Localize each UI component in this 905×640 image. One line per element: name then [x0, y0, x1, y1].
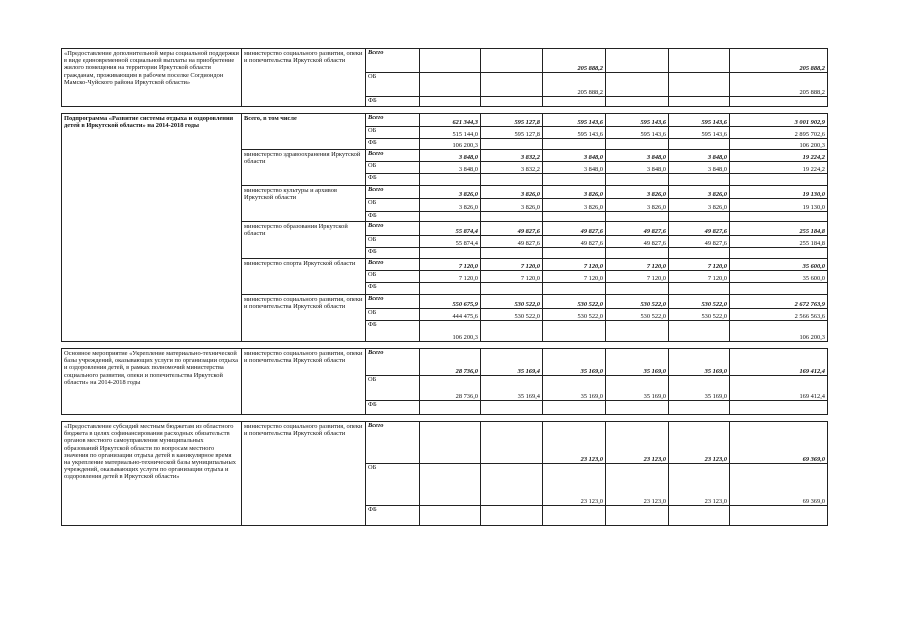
- total-value-cell: 205 888,2: [730, 49, 828, 73]
- total-value-cell: 205 888,2: [730, 73, 828, 97]
- total-value-cell: 3 001 902,9: [730, 114, 828, 127]
- executor-name: министерство социального развития, опеки и попечительства Иркутской области: [242, 349, 366, 415]
- executor-name: министерство социального развития, опеки и попечительства Иркутской области: [242, 49, 366, 107]
- year-value-cell: 49 827,6: [606, 222, 669, 236]
- year-value-cell: 23 123,0: [669, 464, 730, 506]
- year-value-cell: [420, 174, 481, 186]
- year-value-cell: [481, 321, 543, 342]
- year-value-cell: 3 826,0: [481, 199, 543, 212]
- year-value-cell: 3 826,0: [606, 186, 669, 199]
- total-value-cell: 35 600,0: [730, 259, 828, 271]
- year-value-cell: 7 120,0: [606, 259, 669, 271]
- year-value-cell: 595 143,6: [669, 114, 730, 127]
- year-value-cell: 7 120,0: [481, 271, 543, 283]
- year-value-cell: 55 874,4: [420, 236, 481, 248]
- spacer-cell: [62, 107, 828, 114]
- year-value-cell: 595 143,6: [606, 114, 669, 127]
- year-value-cell: 7 120,0: [481, 259, 543, 271]
- year-value-cell: [481, 422, 543, 464]
- year-value-cell: 3 826,0: [669, 186, 730, 199]
- year-value-cell: 106 200,3: [420, 139, 481, 150]
- budget-table: [61, 48, 828, 526]
- year-value-cell: [606, 321, 669, 342]
- year-value-cell: [669, 139, 730, 150]
- year-value-cell: [481, 97, 543, 107]
- total-value-cell: 255 184,8: [730, 236, 828, 248]
- spacer-row: [62, 415, 828, 422]
- executor-name: министерство образования Иркутской области: [242, 222, 366, 259]
- funding-source-label: ФБ: [366, 506, 420, 526]
- year-value-cell: 595 143,6: [669, 127, 730, 139]
- year-value-cell: [420, 212, 481, 222]
- total-value-cell: [730, 212, 828, 222]
- funding-source-label: ФБ: [366, 212, 420, 222]
- executor-name: министерство здравоохранения Иркутской области: [242, 150, 366, 186]
- year-value-cell: 23 123,0: [543, 464, 606, 506]
- year-value-cell: 49 827,6: [481, 222, 543, 236]
- year-value-cell: [606, 49, 669, 73]
- total-value-cell: [730, 283, 828, 295]
- year-value-cell: [669, 401, 730, 415]
- year-value-cell: [669, 212, 730, 222]
- total-value-cell: [730, 97, 828, 107]
- total-value-cell: [730, 248, 828, 259]
- total-value-cell: 169 412,4: [730, 349, 828, 376]
- total-value-cell: 69 369,0: [730, 464, 828, 506]
- year-value-cell: [420, 49, 481, 73]
- table-row: [62, 422, 828, 464]
- total-value-cell: 69 369,0: [730, 422, 828, 464]
- year-value-cell: 3 826,0: [606, 199, 669, 212]
- year-value-cell: 530 522,0: [481, 295, 543, 309]
- year-value-cell: 3 848,0: [543, 150, 606, 162]
- year-value-cell: 530 522,0: [669, 309, 730, 321]
- spacer-cell: [62, 342, 828, 349]
- funding-source-label: Всего: [366, 114, 420, 127]
- funding-source-label: Всего: [366, 49, 420, 73]
- year-value-cell: 595 143,6: [543, 127, 606, 139]
- year-value-cell: [606, 97, 669, 107]
- year-value-cell: [420, 73, 481, 97]
- executor-name: Всего, в том числе: [242, 114, 366, 150]
- year-value-cell: [481, 73, 543, 97]
- year-value-cell: 3 848,0: [420, 150, 481, 162]
- funding-source-label: Всего: [366, 259, 420, 271]
- total-value-cell: [730, 401, 828, 415]
- measure-name: «Предоставление субсидий местным бюджетам из областного бюджета в целях софинансирования расходных обязательств органов местного самоуправления муниципальных образований Иркутской области по вопросам местного значения по организации отдыха детей в каникулярное время на укрепление материально-технической базы муниципальных учреждений, оказывающих услуги по организации отдыха и оздоровления детей в Иркутской области»: [62, 422, 242, 526]
- year-value-cell: 106 200,3: [420, 321, 481, 342]
- funding-source-label: ФБ: [366, 139, 420, 150]
- table-row: [62, 114, 828, 127]
- funding-source-label: ОБ: [366, 271, 420, 283]
- year-value-cell: 205 888,2: [543, 49, 606, 73]
- year-value-cell: 595 127,8: [481, 127, 543, 139]
- total-value-cell: [730, 174, 828, 186]
- total-value-cell: 106 200,3: [730, 139, 828, 150]
- year-value-cell: 49 827,6: [543, 222, 606, 236]
- year-value-cell: [669, 283, 730, 295]
- year-value-cell: 3 826,0: [669, 199, 730, 212]
- year-value-cell: [543, 283, 606, 295]
- year-value-cell: 23 123,0: [606, 464, 669, 506]
- total-value-cell: 2 672 763,9: [730, 295, 828, 309]
- funding-source-label: ФБ: [366, 174, 420, 186]
- table-row: [62, 49, 828, 73]
- total-value-cell: 2 895 702,6: [730, 127, 828, 139]
- year-value-cell: 515 144,0: [420, 127, 481, 139]
- year-value-cell: 530 522,0: [606, 295, 669, 309]
- year-value-cell: [543, 212, 606, 222]
- year-value-cell: [543, 401, 606, 415]
- year-value-cell: [481, 506, 543, 526]
- year-value-cell: 3 826,0: [543, 199, 606, 212]
- year-value-cell: 23 123,0: [669, 422, 730, 464]
- funding-source-label: ОБ: [366, 162, 420, 174]
- year-value-cell: [481, 212, 543, 222]
- funding-source-label: ОБ: [366, 199, 420, 212]
- funding-source-label: ОБ: [366, 73, 420, 97]
- funding-source-label: ФБ: [366, 97, 420, 107]
- total-value-cell: 19 224,2: [730, 150, 828, 162]
- funding-source-label: ФБ: [366, 401, 420, 415]
- year-value-cell: 7 120,0: [543, 271, 606, 283]
- year-value-cell: 7 120,0: [606, 271, 669, 283]
- year-value-cell: 35 169,0: [606, 376, 669, 401]
- total-value-cell: 19 224,2: [730, 162, 828, 174]
- year-value-cell: 530 522,0: [543, 309, 606, 321]
- year-value-cell: [481, 283, 543, 295]
- year-value-cell: [420, 401, 481, 415]
- year-value-cell: [420, 248, 481, 259]
- year-value-cell: 35 169,4: [481, 349, 543, 376]
- year-value-cell: 7 120,0: [669, 271, 730, 283]
- funding-source-label: Всего: [366, 295, 420, 309]
- year-value-cell: [481, 401, 543, 415]
- year-value-cell: [606, 248, 669, 259]
- year-value-cell: [606, 401, 669, 415]
- year-value-cell: [481, 248, 543, 259]
- year-value-cell: [669, 321, 730, 342]
- funding-source-label: ФБ: [366, 321, 420, 342]
- year-value-cell: [481, 139, 543, 150]
- year-value-cell: 550 675,9: [420, 295, 481, 309]
- year-value-cell: 55 874,4: [420, 222, 481, 236]
- funding-source-label: ОБ: [366, 127, 420, 139]
- year-value-cell: [420, 97, 481, 107]
- year-value-cell: 530 522,0: [669, 295, 730, 309]
- total-value-cell: 106 200,3: [730, 321, 828, 342]
- year-value-cell: 49 827,6: [481, 236, 543, 248]
- year-value-cell: [543, 97, 606, 107]
- executor-name: министерство культуры и архивов Иркутской области: [242, 186, 366, 222]
- year-value-cell: 3 848,0: [606, 150, 669, 162]
- year-value-cell: 23 123,0: [606, 422, 669, 464]
- total-value-cell: 169 412,4: [730, 376, 828, 401]
- year-value-cell: [420, 422, 481, 464]
- funding-source-label: ОБ: [366, 309, 420, 321]
- measure-name: «Предоставление дополнительной меры социальной поддержки в виде единовременной социальной выплаты на приобретение жилого помещения на территории Иркутской области гражданам, проживающим в рабочем поселке Согдиондон Мамско-Чуйского района Иркутской области»: [62, 49, 242, 107]
- year-value-cell: 35 169,0: [669, 376, 730, 401]
- total-value-cell: 19 130,0: [730, 186, 828, 199]
- year-value-cell: [481, 49, 543, 73]
- year-value-cell: 28 736,0: [420, 376, 481, 401]
- year-value-cell: 530 522,0: [543, 295, 606, 309]
- funding-source-label: ОБ: [366, 376, 420, 401]
- funding-source-label: Всего: [366, 222, 420, 236]
- year-value-cell: [420, 464, 481, 506]
- year-value-cell: 3 832,2: [481, 162, 543, 174]
- year-value-cell: [543, 139, 606, 150]
- year-value-cell: [543, 506, 606, 526]
- year-value-cell: 3 848,0: [420, 162, 481, 174]
- funding-source-label: Всего: [366, 349, 420, 376]
- year-value-cell: 28 736,0: [420, 349, 481, 376]
- year-value-cell: 3 848,0: [669, 150, 730, 162]
- year-value-cell: 530 522,0: [481, 309, 543, 321]
- year-value-cell: 3 848,0: [606, 162, 669, 174]
- year-value-cell: [420, 506, 481, 526]
- year-value-cell: 3 832,2: [481, 150, 543, 162]
- year-value-cell: 595 143,6: [606, 127, 669, 139]
- year-value-cell: 3 848,0: [543, 162, 606, 174]
- year-value-cell: [481, 464, 543, 506]
- year-value-cell: 35 169,4: [481, 376, 543, 401]
- total-value-cell: 255 184,8: [730, 222, 828, 236]
- year-value-cell: [543, 248, 606, 259]
- year-value-cell: 3 826,0: [543, 186, 606, 199]
- funding-source-label: ФБ: [366, 248, 420, 259]
- year-value-cell: 49 827,6: [543, 236, 606, 248]
- executor-name: министерство социального развития, опеки и попечительства Иркутской области: [242, 295, 366, 342]
- year-value-cell: [669, 174, 730, 186]
- year-value-cell: 49 827,6: [669, 222, 730, 236]
- year-value-cell: 23 123,0: [543, 422, 606, 464]
- year-value-cell: [606, 174, 669, 186]
- funding-source-label: ОБ: [366, 236, 420, 248]
- year-value-cell: 49 827,6: [669, 236, 730, 248]
- year-value-cell: 35 169,0: [543, 349, 606, 376]
- year-value-cell: [669, 248, 730, 259]
- executor-name: министерство социального развития, опеки и попечительства Иркутской области: [242, 422, 366, 526]
- total-value-cell: 2 566 563,6: [730, 309, 828, 321]
- year-value-cell: 35 169,0: [669, 349, 730, 376]
- year-value-cell: [669, 49, 730, 73]
- year-value-cell: [420, 283, 481, 295]
- year-value-cell: 7 120,0: [543, 259, 606, 271]
- funding-source-label: Всего: [366, 186, 420, 199]
- year-value-cell: 7 120,0: [420, 259, 481, 271]
- total-value-cell: [730, 506, 828, 526]
- year-value-cell: [669, 506, 730, 526]
- year-value-cell: 7 120,0: [669, 259, 730, 271]
- funding-source-label: ОБ: [366, 464, 420, 506]
- spacer-cell: [62, 415, 828, 422]
- funding-source-label: Всего: [366, 150, 420, 162]
- spacer-row: [62, 342, 828, 349]
- year-value-cell: 3 848,0: [669, 162, 730, 174]
- year-value-cell: 3 826,0: [481, 186, 543, 199]
- table-row: [62, 349, 828, 376]
- year-value-cell: 7 120,0: [420, 271, 481, 283]
- year-value-cell: [543, 321, 606, 342]
- measure-name: Подпрограмма «Развитие системы отдыха и оздоровления детей в Иркутской области» на 2014-2018 годы: [62, 114, 242, 342]
- year-value-cell: [669, 73, 730, 97]
- year-value-cell: 205 888,2: [543, 73, 606, 97]
- year-value-cell: 530 522,0: [606, 309, 669, 321]
- year-value-cell: [481, 174, 543, 186]
- year-value-cell: 35 169,0: [543, 376, 606, 401]
- year-value-cell: 35 169,0: [606, 349, 669, 376]
- year-value-cell: 595 127,8: [481, 114, 543, 127]
- year-value-cell: 444 475,6: [420, 309, 481, 321]
- total-value-cell: 19 130,0: [730, 199, 828, 212]
- executor-name: министерство спорта Иркутской области: [242, 259, 366, 295]
- funding-source-label: ФБ: [366, 283, 420, 295]
- spacer-row: [62, 107, 828, 114]
- year-value-cell: [606, 506, 669, 526]
- year-value-cell: 595 143,6: [543, 114, 606, 127]
- total-value-cell: 35 600,0: [730, 271, 828, 283]
- year-value-cell: [606, 73, 669, 97]
- year-value-cell: 621 344,3: [420, 114, 481, 127]
- year-value-cell: 49 827,6: [606, 236, 669, 248]
- funding-source-label: Всего: [366, 422, 420, 464]
- year-value-cell: [669, 97, 730, 107]
- measure-name: Основное мероприятие «Укрепление материально-технической базы учреждений, оказывающих услуги по организации отдыха и оздоровления детей, в рамках полномочий министерства социального развития, опеки и попечительства Иркутской области» на 2014-2018 годы: [62, 349, 242, 415]
- year-value-cell: 3 826,0: [420, 186, 481, 199]
- year-value-cell: [606, 283, 669, 295]
- year-value-cell: [606, 212, 669, 222]
- year-value-cell: [543, 174, 606, 186]
- year-value-cell: [606, 139, 669, 150]
- year-value-cell: 3 826,0: [420, 199, 481, 212]
